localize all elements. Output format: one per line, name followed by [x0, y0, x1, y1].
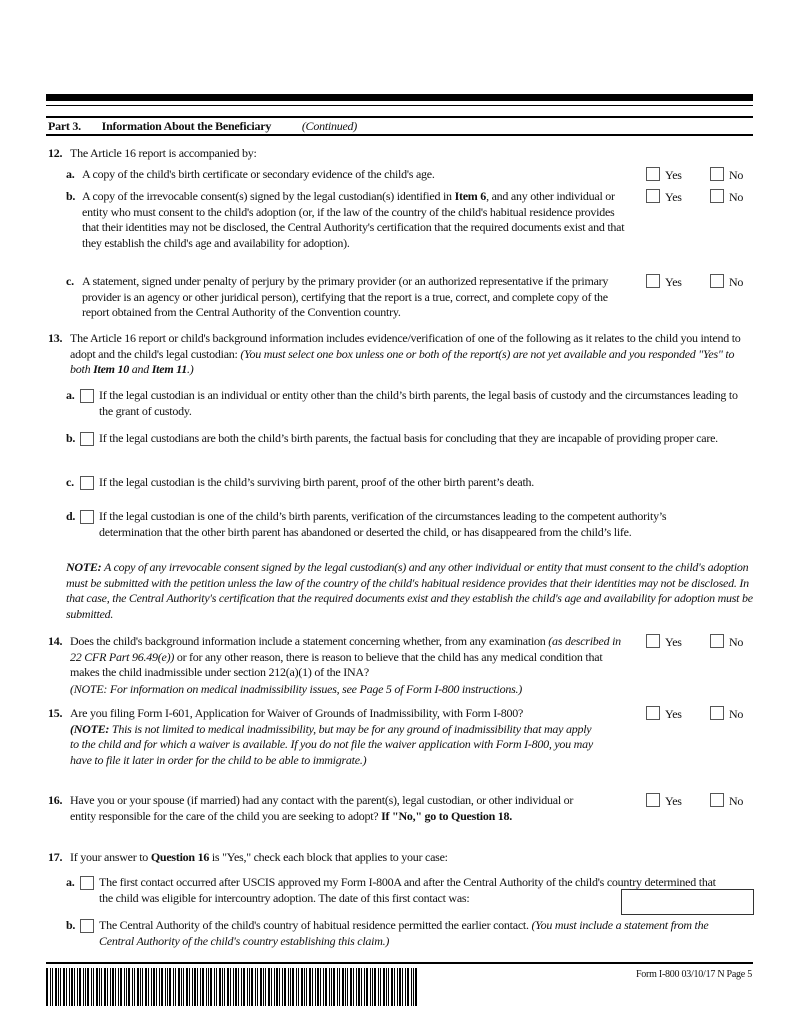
- barcode-bar: [219, 968, 221, 1006]
- text: or for any other reason, there is reason to believe that the child has any medical condition that makes the child inadmissible under section 212(a)(1) of the INA?: [70, 649, 603, 680]
- barcode-bar: [233, 968, 234, 1006]
- barcode-bar: [189, 968, 190, 1006]
- barcode-bar: [238, 968, 239, 1006]
- barcode-bar: [315, 968, 316, 1006]
- barcode-bar: [407, 968, 409, 1006]
- barcode-bar: [107, 968, 108, 1006]
- barcode-bar: [345, 968, 346, 1006]
- text: Are you filing Form I-601, Application for Waiver of Grounds of Inadmissibility, with Form I-800?: [70, 706, 524, 720]
- barcode-bar: [115, 968, 116, 1006]
- barcode-bar: [366, 968, 368, 1006]
- yes-checkbox[interactable]: [646, 706, 660, 720]
- barcode-bar: [304, 968, 305, 1006]
- no-label: No: [729, 635, 744, 649]
- part-continued: (Continued): [301, 119, 358, 133]
- barcode-bar: [46, 968, 48, 1006]
- q12b-no[interactable]: [710, 189, 743, 206]
- note-label: NOTE:: [66, 560, 102, 574]
- barcode-bar: [224, 968, 225, 1006]
- barcode-bar: [161, 968, 163, 1006]
- barcode-bar: [173, 968, 174, 1006]
- barcode-bar: [87, 968, 89, 1006]
- form-id: Form I-800 03/10/17 N Page 5: [635, 969, 752, 980]
- barcode-bar: [148, 968, 149, 1006]
- barcode-bar: [323, 968, 324, 1006]
- barcode-bar: [222, 968, 223, 1006]
- barcode-bar: [197, 968, 198, 1006]
- barcode-bar: [126, 968, 127, 1006]
- barcode-bar: [156, 968, 157, 1006]
- barcode-bar: [284, 968, 286, 1006]
- q12b-yes[interactable]: [646, 189, 682, 206]
- barcode-bar: [169, 968, 171, 1006]
- barcode-bar: [151, 968, 152, 1006]
- text: A copy of the irrevocable consent(s) signed by the legal custodian(s) identified in: [82, 189, 455, 203]
- barcode-bar: [329, 968, 330, 1006]
- barcode-bar: [178, 968, 180, 1006]
- barcode-bar: [265, 968, 266, 1006]
- q13a-letter: a.: [66, 388, 75, 402]
- item-ref: Item 6: [454, 189, 487, 203]
- q13b-letter: b.: [66, 431, 76, 445]
- skip-instruction: If "No," go to Question 18.: [381, 808, 513, 823]
- barcode-bar: [394, 968, 395, 1006]
- note-label: (NOTE:: [70, 721, 110, 736]
- barcode-bar: [208, 968, 209, 1006]
- barcode-bar: [249, 968, 250, 1006]
- barcode-bar: [312, 968, 313, 1006]
- barcode-bar: [142, 968, 143, 1006]
- q13-number: 13.: [48, 331, 63, 345]
- text: is "Yes," check each block that applies to your case:: [209, 850, 448, 864]
- barcode-bar: [378, 968, 379, 1006]
- barcode-bar: [128, 968, 130, 1006]
- barcode-bar: [290, 968, 291, 1006]
- barcode-bar: [391, 968, 393, 1006]
- q13-text: [70, 331, 754, 378]
- text: The Article 16 report or child's background information includes evidence/verification of one of the following as it relates to the child you intend to adopt and the child's legal custodian:: [70, 331, 741, 361]
- q12c-text: A statement, signed under penalty of perjury by the primary provider (or an authorized representative if the primary provider is an agency or other juridical person), certifying that the report is a true, correct, and complete copy of the report obtained from the Central Authority of the Convention country.: [82, 274, 609, 320]
- barcode-bar: [415, 968, 417, 1006]
- barcode-bar: [353, 968, 354, 1006]
- text: The Central Authority of the child's country of habitual residence permitted the earlier contact.: [99, 918, 532, 932]
- no-checkbox[interactable]: [710, 706, 724, 720]
- yes-checkbox[interactable]: [646, 793, 660, 807]
- q17a-text: The first contact occurred after USCIS approved my Form I-800A and after the Central Authority of the child's country determined that the child was eligible for intercountry adoption. The date of this first contact was:: [99, 875, 716, 905]
- q13c-letter: c.: [66, 475, 74, 489]
- barcode-bar: [91, 968, 92, 1006]
- q13d-letter: d.: [66, 509, 76, 523]
- instruction: .): [187, 362, 194, 377]
- barcode-bar: [268, 968, 270, 1006]
- q16-text: [70, 793, 590, 824]
- q15-text: [70, 706, 630, 769]
- q17a-checkbox[interactable]: [80, 876, 94, 890]
- barcode-bar: [247, 968, 248, 1006]
- q14-number: 14.: [48, 634, 63, 648]
- barcode-bar: [282, 968, 283, 1006]
- barcode-bar: [279, 968, 280, 1006]
- q12-text: The Article 16 report is accompanied by:: [70, 146, 257, 160]
- barcode-bar: [317, 968, 319, 1006]
- barcode-bar: [358, 968, 360, 1006]
- barcode-bar: [165, 968, 166, 1006]
- q13d-text: If the legal custodian is one of the child’s birth parents, verification of the circumstances leading to the competent authority’s determination that the other birth parent has abandoned or deserted the child, or has disappeared from the child’s life.: [99, 509, 667, 539]
- barcode-bar: [52, 968, 53, 1006]
- q12c-yes[interactable]: [646, 274, 682, 291]
- barcode-bar: [71, 968, 73, 1006]
- q13a-text: If the legal custodian is an individual or entity other than the child’s birth parents, the legal basis of custody and the circumstances leading to the grant of custody.: [99, 388, 738, 418]
- barcode-bar: [120, 968, 122, 1006]
- instruction: (You must include a statement from the Central Authority of the child's country establishing this claim.): [99, 918, 709, 948]
- barcode-bar: [251, 968, 253, 1006]
- text: Have you or your spouse (if married) had any contact with the parent(s), legal custodian, or other individual or entity responsible for the care of the child you are seeking to adopt?: [70, 793, 574, 823]
- q17a-letter: a.: [66, 875, 75, 889]
- q13b-checkbox[interactable]: [80, 432, 94, 446]
- barcode-bar: [350, 968, 352, 1006]
- no-checkbox[interactable]: [710, 167, 724, 181]
- q12c-letter: c.: [66, 274, 74, 288]
- q14-text: [70, 634, 626, 681]
- q13a-checkbox[interactable]: [80, 389, 94, 403]
- q13b-text: If the legal custodians are both the child’s birth parents, the factual basis for concluding that they are incapable of providing proper care.: [99, 431, 718, 445]
- q13d-checkbox[interactable]: [80, 510, 94, 524]
- text: If your answer to: [70, 850, 151, 864]
- q14-note: (NOTE: For information on medical inadmissibility issues, see Page 5 of Form I-800 instructions.): [70, 682, 523, 696]
- barcode-bar: [411, 968, 412, 1006]
- barcode-bar: [227, 968, 229, 1006]
- barcode-bar: [200, 968, 201, 1006]
- no-label: No: [729, 275, 744, 289]
- instruction: and: [129, 362, 152, 377]
- citation: (as described in 22 CFR Part 96.49(e)): [70, 634, 621, 664]
- barcode-bar: [145, 968, 147, 1006]
- yes-label: Yes: [665, 275, 682, 289]
- no-label: No: [729, 794, 744, 808]
- barcode-bar: [413, 968, 414, 1006]
- barcode-bar: [118, 968, 119, 1006]
- barcode-bar: [134, 968, 135, 1006]
- yes-label: Yes: [665, 794, 682, 808]
- barcode-bar: [306, 968, 307, 1006]
- barcode-bar: [333, 968, 335, 1006]
- barcode-bar: [276, 968, 278, 1006]
- barcode-bar: [325, 968, 327, 1006]
- first-contact-date-input[interactable]: [621, 889, 754, 915]
- yes-label: Yes: [665, 707, 682, 721]
- barcode-bar: [83, 968, 84, 1006]
- header-top-rule: [46, 116, 753, 118]
- barcode-bar: [288, 968, 289, 1006]
- barcode-bar: [243, 968, 245, 1006]
- yes-label: Yes: [665, 190, 682, 204]
- no-checkbox[interactable]: [710, 189, 724, 203]
- q17b-checkbox[interactable]: [80, 919, 94, 933]
- item-ref: Item 10: [93, 362, 130, 377]
- barcode-bar: [230, 968, 231, 1006]
- barcode-bar: [386, 968, 387, 1006]
- barcode-bar: [124, 968, 125, 1006]
- barcode-bar: [181, 968, 182, 1006]
- barcode-bar: [342, 968, 344, 1006]
- barcode-bar: [402, 968, 403, 1006]
- q15-no[interactable]: [710, 706, 743, 723]
- barcode-bar: [79, 968, 81, 1006]
- q12c-no[interactable]: [710, 274, 743, 291]
- barcode-bar: [337, 968, 338, 1006]
- barcode-bar: [235, 968, 237, 1006]
- barcode-bar: [339, 968, 340, 1006]
- barcode-bar: [153, 968, 155, 1006]
- text: , and any other individual or entity who must consent to the child's adoption (or, if the law of the country of the child's habitual residence provides that their identities may not be disclosed, the Central Authority's certification that the required documents exist and that they establish the child's age and availability for adoption).: [82, 189, 625, 251]
- no-checkbox[interactable]: [710, 634, 724, 648]
- barcode-bar: [58, 968, 59, 1006]
- barcode-bar: [99, 968, 100, 1006]
- q16-no[interactable]: [710, 793, 743, 810]
- q16-yes[interactable]: [646, 793, 682, 810]
- barcode-bar: [397, 968, 398, 1006]
- barcode-bar: [255, 968, 256, 1006]
- q17-text: [70, 850, 750, 866]
- barcode-bar: [183, 968, 184, 1006]
- q13c-checkbox[interactable]: [80, 476, 94, 490]
- no-checkbox[interactable]: [710, 274, 724, 288]
- barcode-bar: [206, 968, 207, 1006]
- q14-yes[interactable]: [646, 634, 682, 651]
- yes-checkbox[interactable]: [646, 274, 660, 288]
- barcode-bar: [74, 968, 75, 1006]
- q12-number: 12.: [48, 146, 63, 160]
- no-label: No: [729, 190, 744, 204]
- barcode-bar: [192, 968, 193, 1006]
- barcode-bar: [202, 968, 204, 1006]
- barcode-bar: [110, 968, 111, 1006]
- yes-label: Yes: [665, 635, 682, 649]
- barcode-bar: [101, 968, 102, 1006]
- barcode-bar: [132, 968, 133, 1006]
- barcode-bar: [241, 968, 242, 1006]
- q12a-no[interactable]: [710, 167, 743, 184]
- barcode-bar: [347, 968, 348, 1006]
- barcode-bar: [292, 968, 294, 1006]
- yes-checkbox[interactable]: [646, 634, 660, 648]
- text: Does the child's background information include a statement concerning whether, from any examination: [70, 634, 549, 648]
- q16-number: 16.: [48, 793, 63, 807]
- yes-checkbox[interactable]: [646, 189, 660, 203]
- question-ref: Question 16: [150, 850, 210, 864]
- barcode-bar: [159, 968, 160, 1006]
- part-number: Part 3.: [48, 119, 81, 133]
- barcode-bar: [361, 968, 362, 1006]
- q13c-text: If the legal custodian is the child’s surviving birth parent, proof of the other birth parent’s death.: [99, 475, 535, 489]
- barcode-bar: [309, 968, 311, 1006]
- barcode-bar: [271, 968, 272, 1006]
- barcode-bar: [263, 968, 264, 1006]
- barcode-bar: [380, 968, 381, 1006]
- barcode-bar: [167, 968, 168, 1006]
- barcode-bar: [104, 968, 106, 1006]
- barcode-bar: [93, 968, 94, 1006]
- barcode-bar: [356, 968, 357, 1006]
- q12a-letter: a.: [66, 167, 75, 181]
- q15-yes[interactable]: [646, 706, 682, 723]
- header-bottom-rule: [46, 134, 753, 136]
- barcode-bar: [364, 968, 365, 1006]
- barcode-bar: [399, 968, 401, 1006]
- barcode-bar: [186, 968, 188, 1006]
- no-checkbox[interactable]: [710, 793, 724, 807]
- barcode-bar: [274, 968, 275, 1006]
- barcode-bar: [55, 968, 57, 1006]
- barcode-bar: [214, 968, 215, 1006]
- barcode-bar: [175, 968, 176, 1006]
- part-header: [48, 119, 357, 135]
- q12a-text: A copy of the child's birth certificate or secondary evidence of the child's age.: [82, 167, 435, 181]
- barcode-bar: [77, 968, 78, 1006]
- barcode-bar: [194, 968, 196, 1006]
- barcode-bar: [85, 968, 86, 1006]
- part-title: Information About the Beneficiary: [101, 119, 272, 133]
- barcode-bar: [60, 968, 61, 1006]
- q12b-letter: b.: [66, 189, 76, 203]
- barcode-bar: [370, 968, 371, 1006]
- q12a-yes[interactable]: [646, 167, 682, 184]
- q17b-letter: b.: [66, 918, 76, 932]
- q14-no[interactable]: [710, 634, 743, 651]
- note-text: A copy of any irrevocable consent signed by the legal custodian(s) and any other individual or entity that must consent to the child's adoption must be submitted with the petition unless the law of the country of the child's habitual residence provides that their identities may not be disclosed. In that case, the Central Authority's certification that the required documents exist and they establish the child's age and availability for adoption must be submitted.: [66, 560, 753, 622]
- barcode-bar: [69, 968, 70, 1006]
- q15-number: 15.: [48, 706, 63, 720]
- barcode-bar: [137, 968, 139, 1006]
- barcode-bar: [216, 968, 217, 1006]
- no-label: No: [729, 707, 744, 721]
- barcode-bar: [372, 968, 373, 1006]
- barcode-bar: [388, 968, 389, 1006]
- barcode-bar: [63, 968, 65, 1006]
- barcode-bar: [405, 968, 406, 1006]
- top-thin-rule: [46, 105, 753, 106]
- footer-rule: [46, 962, 753, 964]
- item-ref: Item 11: [151, 362, 188, 377]
- barcode-bar: [260, 968, 262, 1006]
- barcode-bar: [112, 968, 114, 1006]
- barcode: [46, 968, 421, 1006]
- barcode-bar: [140, 968, 141, 1006]
- barcode-bar: [301, 968, 303, 1006]
- barcode-bar: [374, 968, 376, 1006]
- note-text: This is not limited to medical inadmissibility, but may be for any ground of inadmissibility that may apply to the child and for which a waiver is available. If you do not file the waiver application with Form I-800, you may have to file it later in order for the child to be able to immigrate.): [70, 721, 593, 768]
- barcode-bar: [50, 968, 51, 1006]
- barcode-bar: [66, 968, 67, 1006]
- q13-note: [66, 560, 756, 623]
- no-label: No: [729, 168, 744, 182]
- barcode-bar: [383, 968, 385, 1006]
- barcode-bar: [257, 968, 258, 1006]
- instruction: (You must select one box unless one or both of the report(s) are not yet available and you responded "Yes" to both: [70, 346, 735, 377]
- top-thick-rule: [46, 94, 753, 101]
- q17b-text: [99, 918, 719, 949]
- barcode-bar: [296, 968, 297, 1006]
- barcode-bar: [298, 968, 299, 1006]
- q17-number: 17.: [48, 850, 63, 864]
- q12b-text: [82, 189, 630, 252]
- yes-label: Yes: [665, 168, 682, 182]
- barcode-bar: [320, 968, 321, 1006]
- barcode-bar: [96, 968, 98, 1006]
- barcode-bar: [210, 968, 212, 1006]
- yes-checkbox[interactable]: [646, 167, 660, 181]
- barcode-bar: [331, 968, 332, 1006]
